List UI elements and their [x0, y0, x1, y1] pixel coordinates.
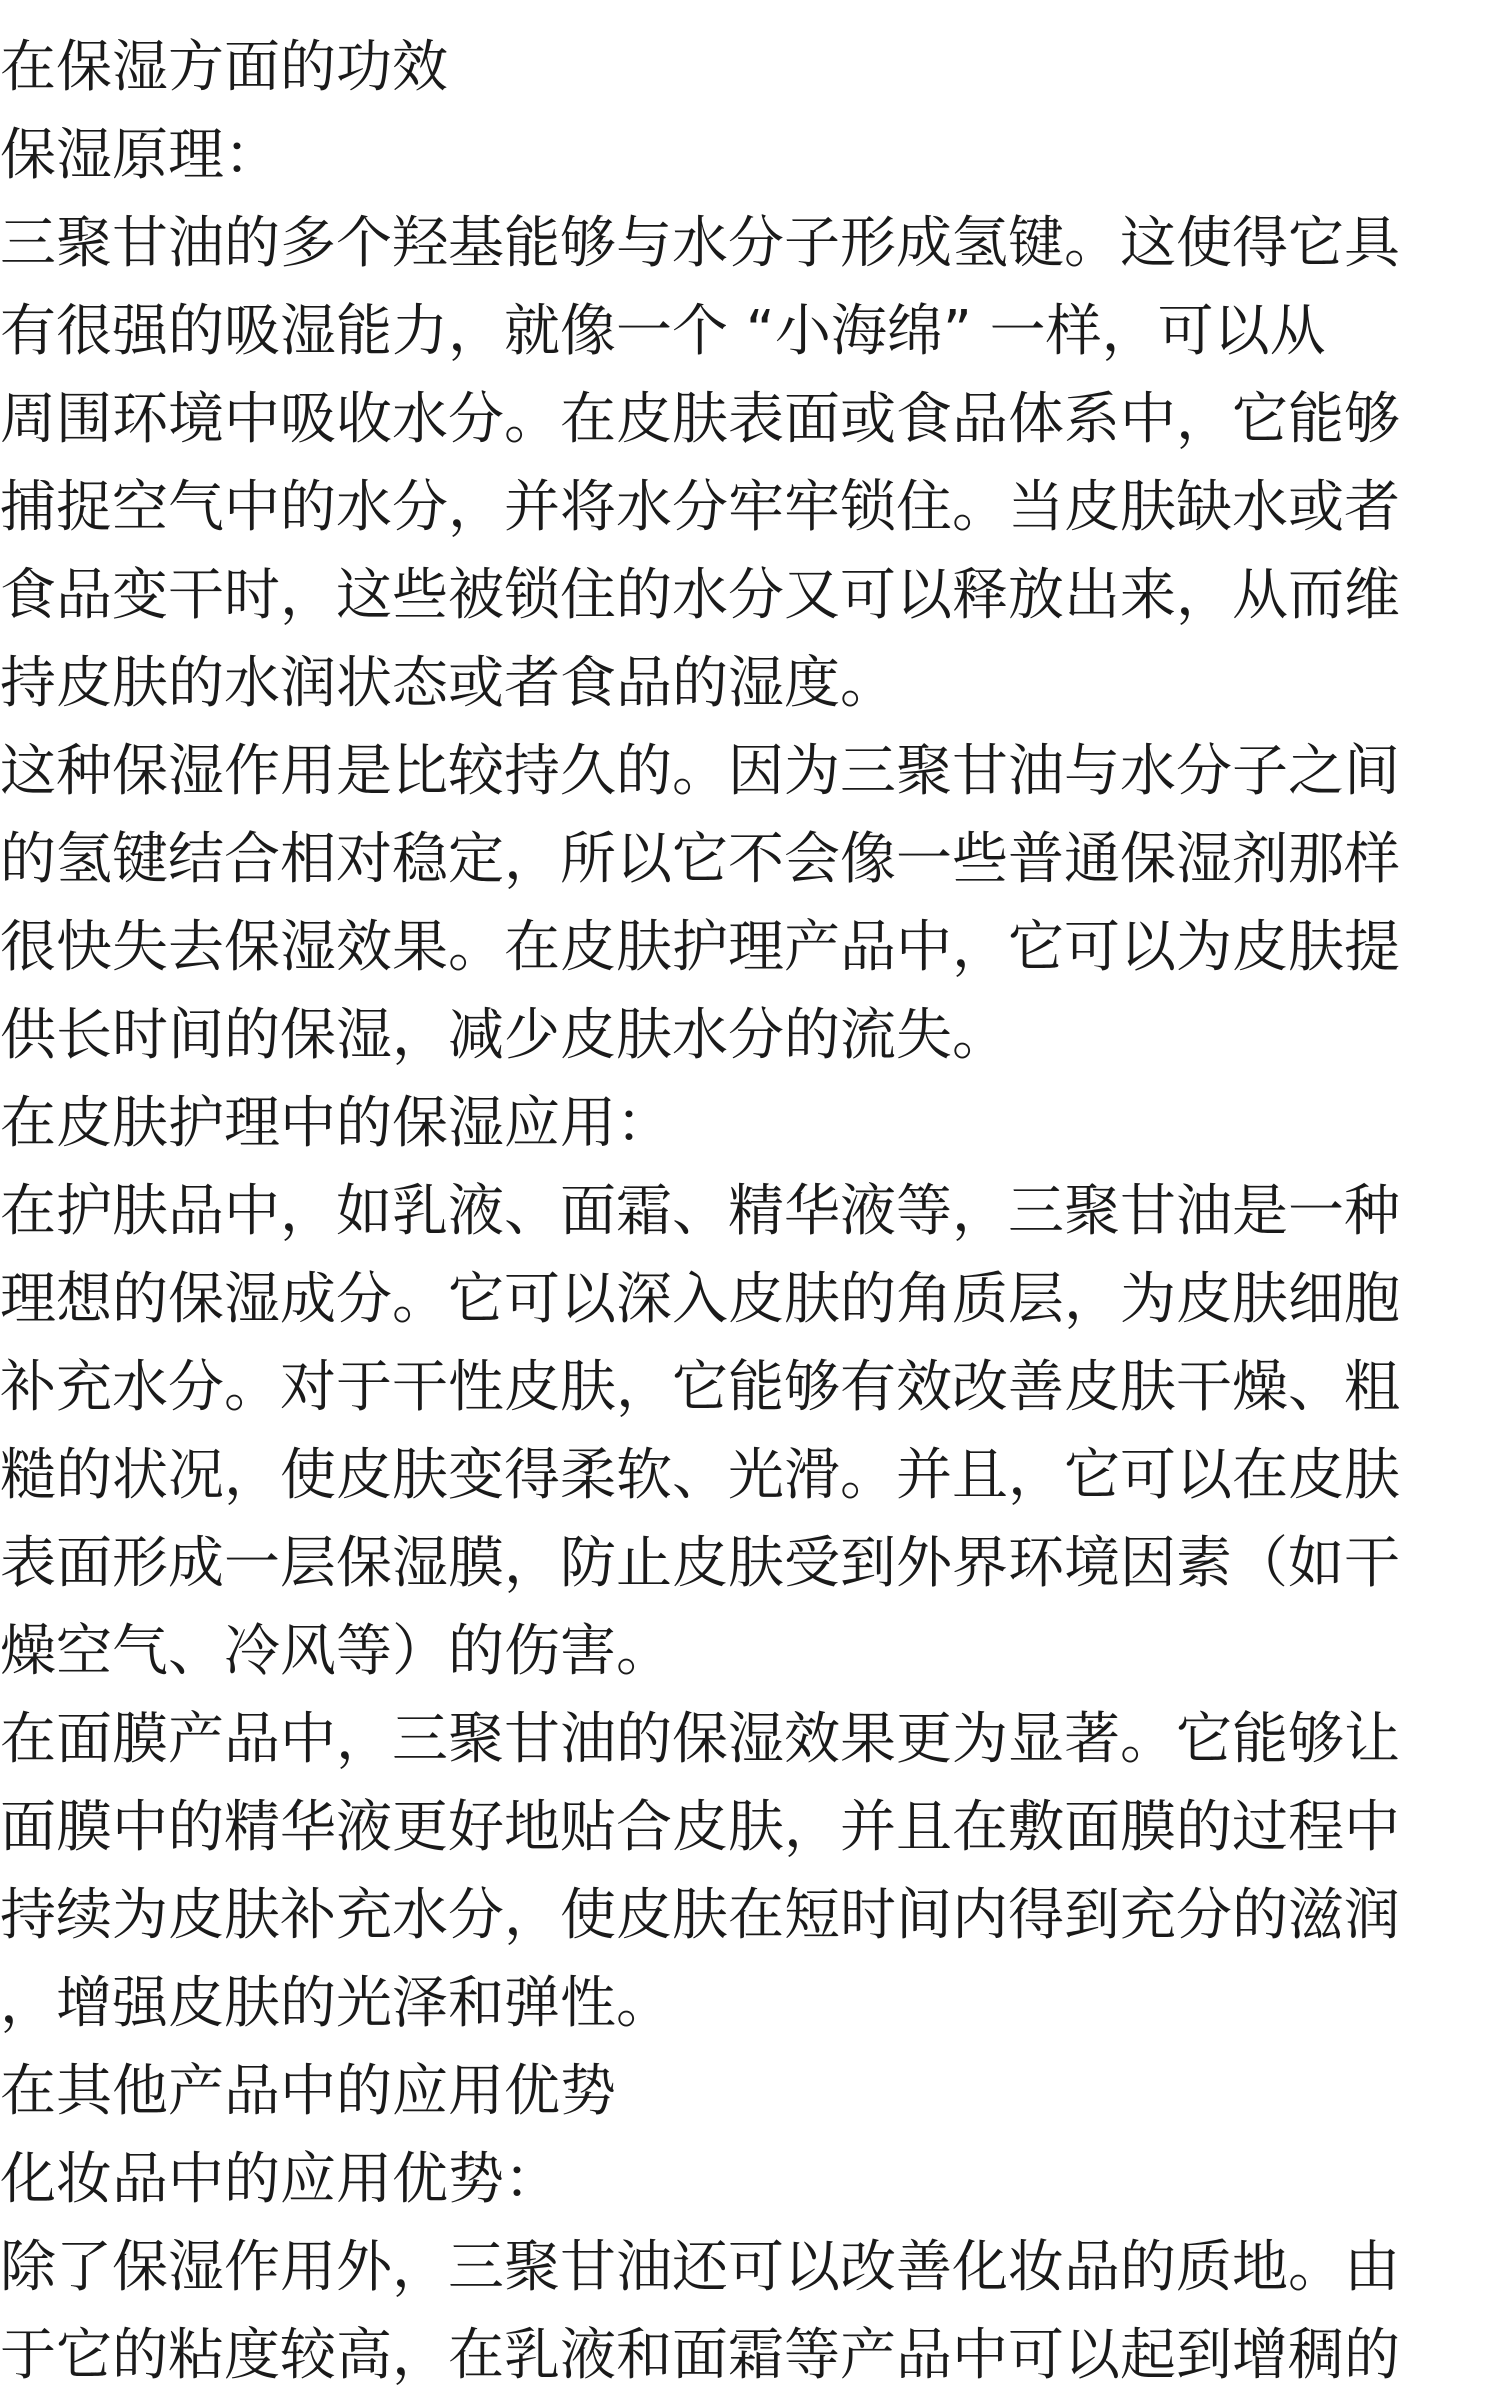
section-heading: 在保湿方面的功效 [0, 35, 448, 100]
paragraph-line: ，增强皮肤的光泽和弹性。 [0, 1971, 672, 2036]
subsection-heading: 化妆品中的应用优势： [0, 2147, 560, 2212]
paragraph-line: 在护肤品中，如乳液、面霜、精华液等，三聚甘油是一种 [0, 1179, 1400, 1244]
paragraph-line: 周围环境中吸收水分。在皮肤表面或食品体系中，它能够 [0, 387, 1400, 452]
paragraph-line: 补充水分。对于干性皮肤，它能够有效改善皮肤干燥、粗 [0, 1355, 1400, 1420]
paragraph-line: 理想的保湿成分。它可以深入皮肤的角质层，为皮肤细胞 [0, 1267, 1400, 1332]
paragraph-line: 的氢键结合相对稳定，所以它不会像一些普通保湿剂那样 [0, 827, 1400, 892]
section-heading: 在其他产品中的应用优势 [0, 2059, 616, 2124]
paragraph-line: 面膜中的精华液更好地贴合皮肤，并且在敷面膜的过程中 [0, 1795, 1400, 1860]
paragraph-line: 有很强的吸湿能力，就像一个 “小海绵” 一样，可以从 [0, 299, 1326, 364]
paragraph-line: 很快失去保湿效果。在皮肤护理产品中，它可以为皮肤提 [0, 915, 1400, 980]
paragraph-line: 这种保湿作用是比较持久的。因为三聚甘油与水分子之间 [0, 739, 1400, 804]
paragraph-line: 糙的状况，使皮肤变得柔软、光滑。并且，它可以在皮肤 [0, 1443, 1400, 1508]
paragraph-line: 表面形成一层保湿膜，防止皮肤受到外界环境因素（如干 [0, 1531, 1400, 1596]
paragraph-line: 持皮肤的水润状态或者食品的湿度。 [0, 651, 896, 716]
paragraph-line: 在面膜产品中，三聚甘油的保湿效果更为显著。它能够让 [0, 1707, 1400, 1772]
paragraph-line: 供长时间的保湿，减少皮肤水分的流失。 [0, 1003, 1008, 1068]
paragraph-line: 燥空气、冷风等）的伤害。 [0, 1619, 672, 1684]
paragraph-line: 捕捉空气中的水分，并将水分牢牢锁住。当皮肤缺水或者 [0, 475, 1400, 540]
paragraph-line: 于它的粘度较高，在乳液和面霜等产品中可以起到增稠的 [0, 2323, 1400, 2388]
subsection-heading: 保湿原理： [0, 123, 280, 188]
paragraph-line: 三聚甘油的多个羟基能够与水分子形成氢键。这使得它具 [0, 211, 1400, 276]
subsection-heading: 在皮肤护理中的保湿应用： [0, 1091, 672, 1156]
paragraph-line: 食品变干时，这些被锁住的水分又可以释放出来，从而维 [0, 563, 1400, 628]
paragraph-line: 持续为皮肤补充水分，使皮肤在短时间内得到充分的滋润 [0, 1883, 1400, 1948]
paragraph-line: 除了保湿作用外，三聚甘油还可以改善化妆品的质地。由 [0, 2235, 1400, 2300]
